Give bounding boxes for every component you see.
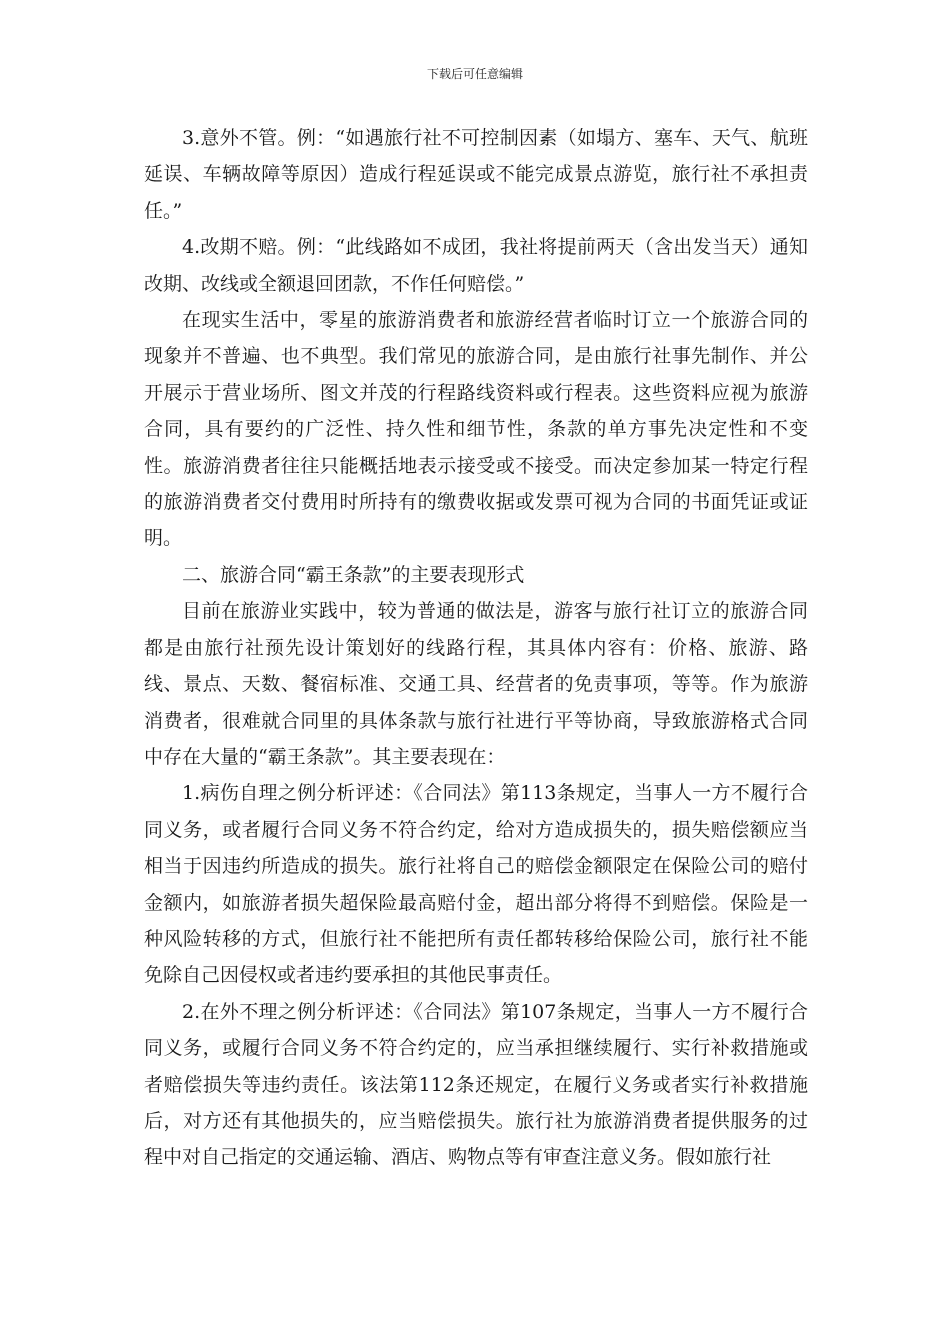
- paragraph-current-practice: 目前在旅游业实践中，较为普通的做法是，游客与旅行社订立的旅游合同都是由旅行社预先设计策划好的线路行程，其具体内容有：价格、旅游、路线、景点、天数、餐宿标准、交通工具、经营者的免责事项，等等。作为旅游消费者，很难就合同里的具体条款与旅行社进行平等协商，导致旅游格式合同中存在大量的“霸王条款”。其主要表现在：: [144, 600, 808, 768]
- document-body: [144, 120, 808, 1176]
- section-heading: 二、旅游合同“霸王条款”的主要表现形式: [182, 563, 525, 586]
- page-header: 下载后可任意编辑: [426, 67, 523, 81]
- paragraph-item-1-illness: 1.病伤自理之例分析评述：《合同法》第113条规定，当事人一方不履行合同义务，或者履行合同义务不符合约定，给对方造成损失的，损失赔偿额应当相当于因违约所造成的损失。旅行社将自己的赔偿金额限定在保险公司的赔付金额内，如旅游者损失超保险最高赔付金，超出部分将得不到赔偿。保险是一种风险转移的方式，但旅行社不能把所有责任都转移给保险公司，旅行社不能免除自己因侵权或者违约要承担的其他民事责任。: [144, 782, 808, 987]
- paragraph-item-4-reschedule: 4.改期不赔。例：“此线路如不成团，我社将提前两天（含出发当天）通知改期、改线或全额退回团款，不作任何赔偿。”: [144, 236, 808, 295]
- paragraph-item-2-abroad: 2.在外不理之例分析评述：《合同法》第107条规定，当事人一方不履行合同义务，或履行合同义务不符合约定的，应当承担继续履行、实行补救措施或者赔偿损失等违约责任。该法第112条还规定，在履行义务或者实行补救措施后，对方还有其他损失的，应当赔偿损失。旅行社为旅游消费者提供服务的过程中对自己指定的交通运输、酒店、购物点等有审查注意义务。假如旅行社: [144, 1000, 808, 1169]
- paragraph-item-3-accident: 3.意外不管。例：“如遇旅行社不可控制因素（如塌方、塞车、天气、航班延误、车辆故障等原因）造成行程延误或不能完成景点游览，旅行社不承担责任。”: [144, 127, 808, 222]
- paragraph-real-life: 在现实生活中，零星的旅游消费者和旅游经营者临时订立一个旅游合同的现象并不普遍、也不典型。我们常见的旅游合同，是由旅行社事先制作、并公开展示于营业场所、图文并茂的行程路线资料或行程表。这些资料应视为旅游合同，具有要约的广泛性、持久性和细节性，条款的单方事先决定性和不变性。旅游消费者往往只能概括地表示接受或不接受。而决定参加某一特定行程的旅游消费者交付费用时所持有的缴费收据或发票可视为合同的书面凭证或证明。: [144, 309, 808, 550]
